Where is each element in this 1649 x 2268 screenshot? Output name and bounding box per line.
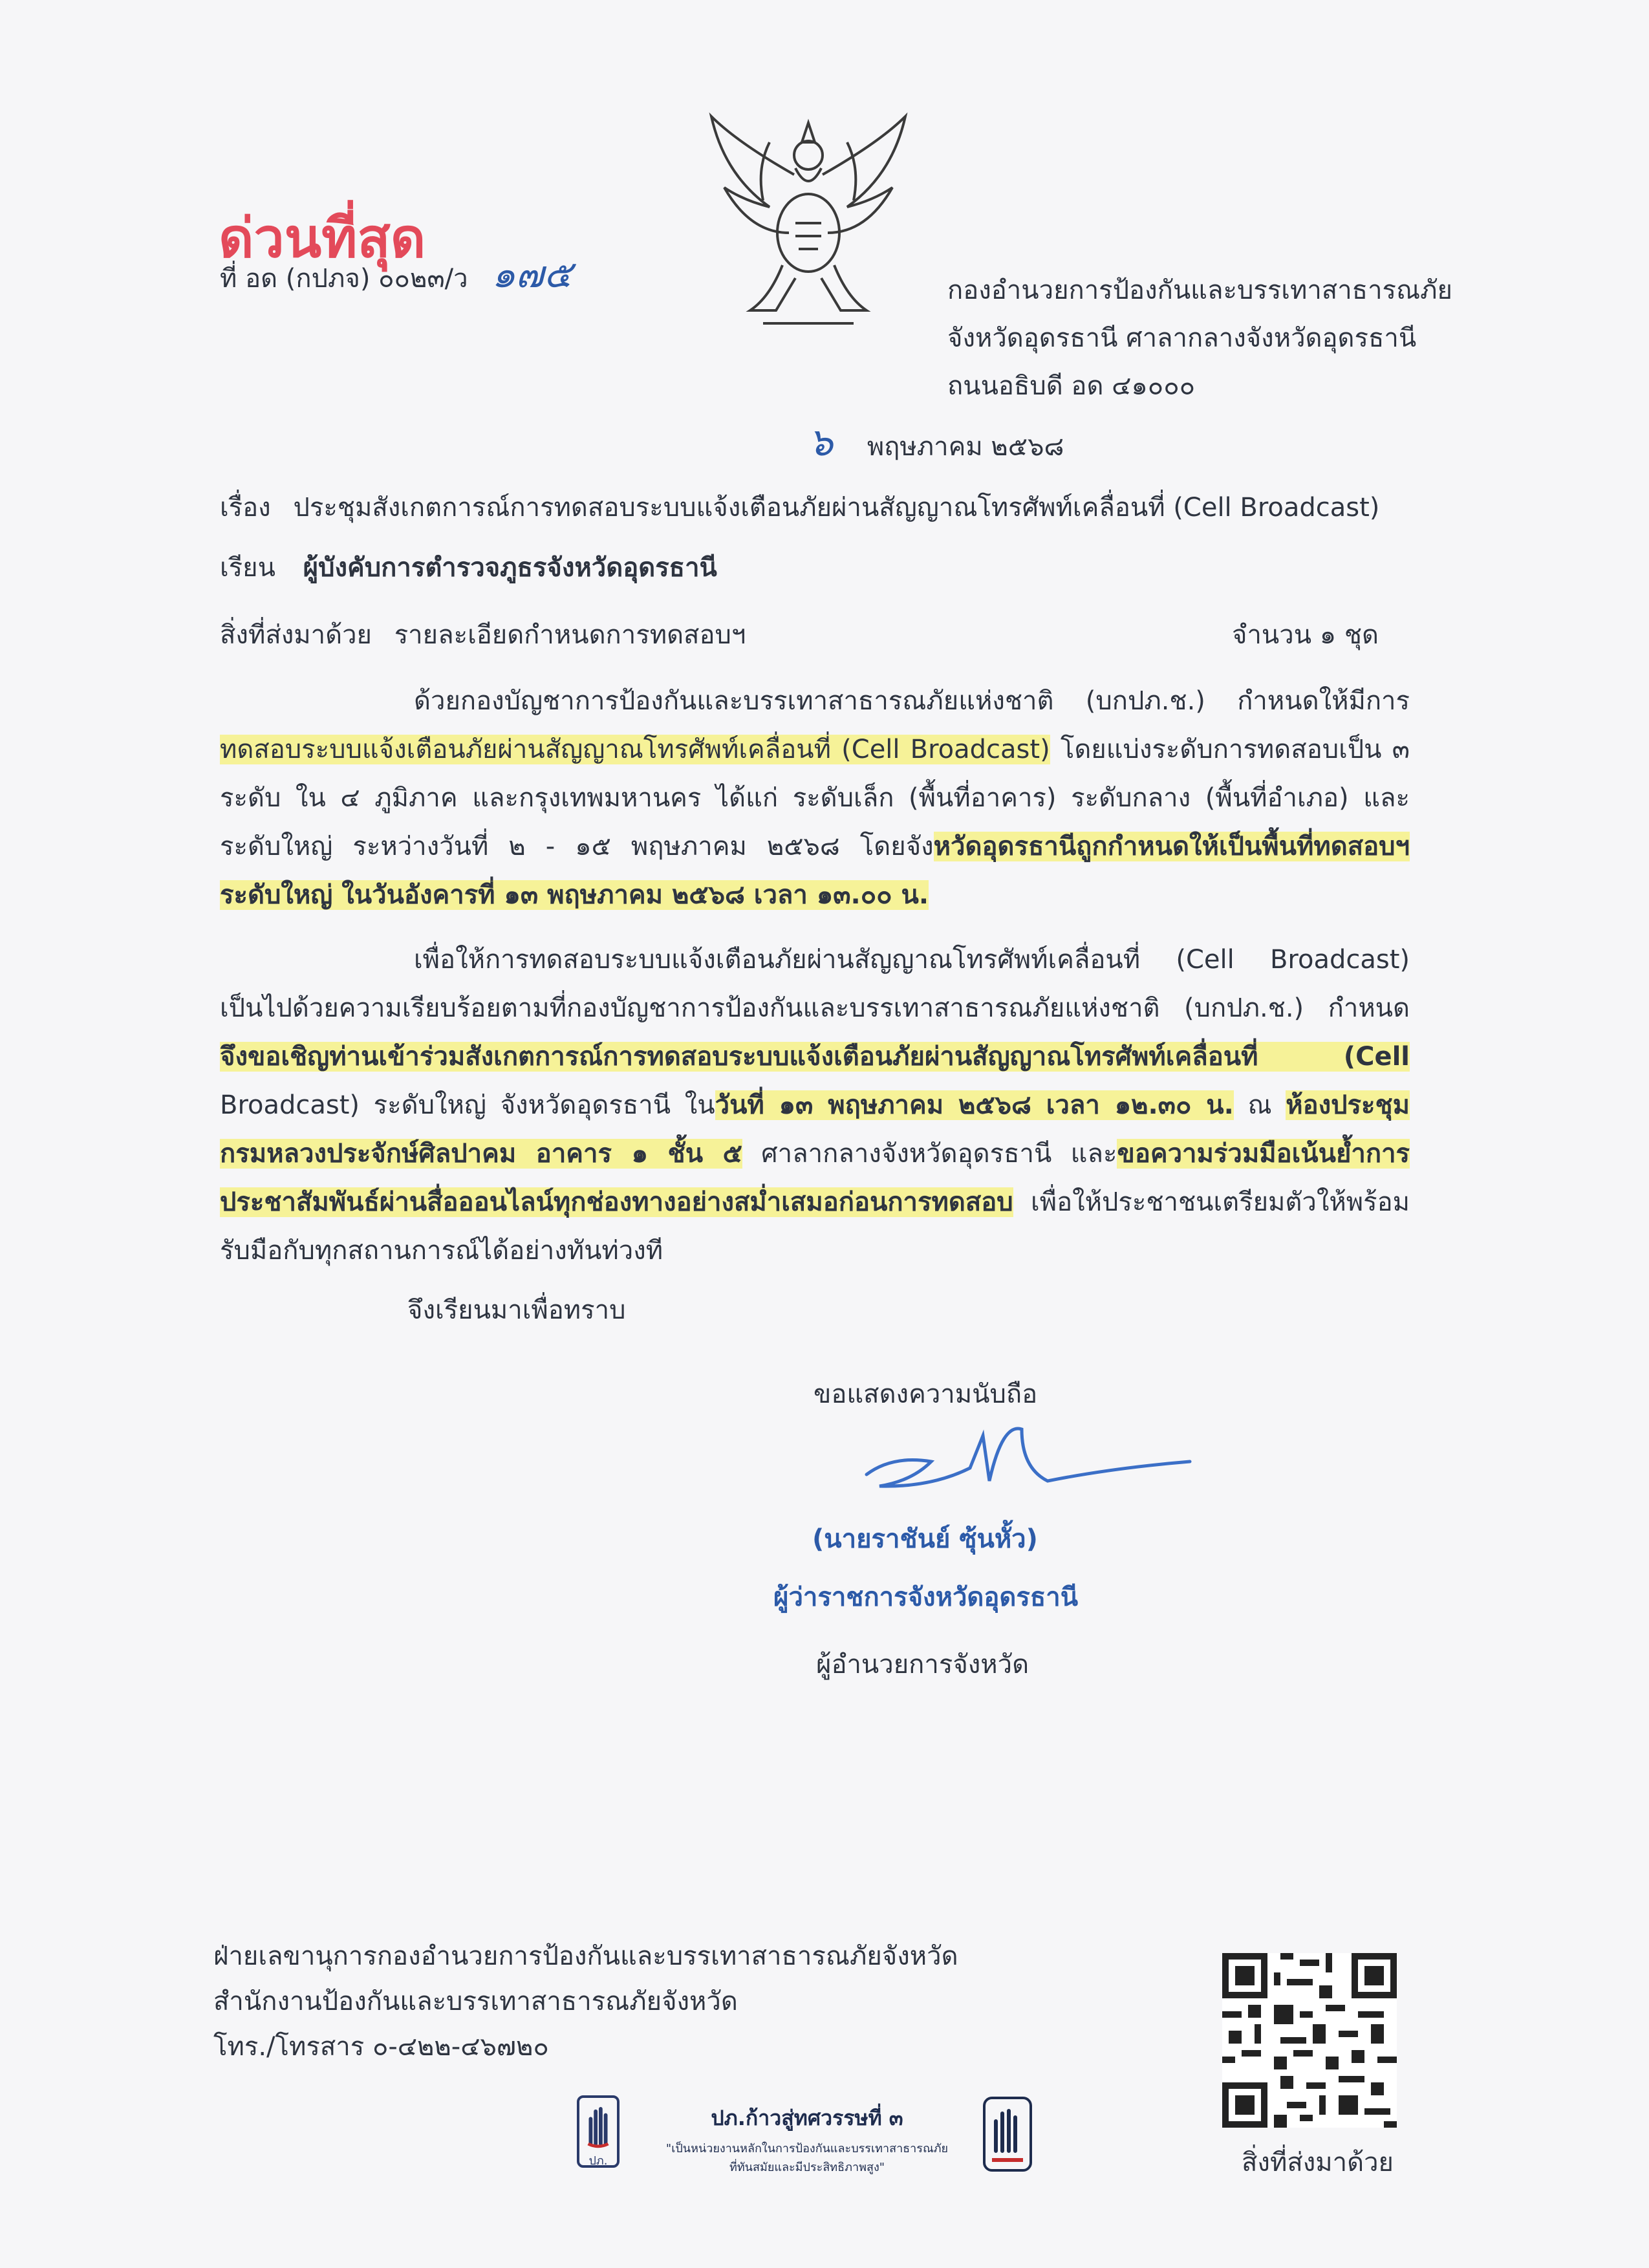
closing-text: จึงเรียนมาเพื่อทราบ (407, 1295, 626, 1325)
highlighted-text: ระดับใหญ่ ในวันอังคารที่ ๑๓ พฤษภาคม ๒๕๖๘ เวลา ๑๓.๐๐ น. (220, 880, 929, 910)
recipient-text: ผู้บังคับการตำรวจภูธรจังหวัดอุดรธานี (303, 553, 717, 583)
paragraph-line (220, 878, 1410, 912)
highlighted-text: วันที่ ๑๓ พฤษภาคม ๒๕๖๘ เวลา ๑๒.๓๐ น. (715, 1090, 1234, 1120)
enclosure-line (220, 617, 746, 653)
highlighted-text: หวัดอุดรธานีถูกกำหนดให้เป็นพื้นที่ทดสอบฯ (933, 832, 1410, 861)
reference-number (220, 252, 572, 297)
subject-line (220, 490, 1379, 526)
recipient-line (220, 550, 717, 586)
paragraph-line (220, 830, 1410, 863)
slogan-title: ปภ.ก้าวสู่ทศวรรษที่ ๓ (711, 2106, 903, 2130)
reference-prefix: ที่ อด (กปภจ) ๐๐๒๓/ว (220, 264, 468, 294)
footer-unit-1: ฝ่ายเลขานุการกองอำนวยการป้องกันและบรรเทาสาธารณภัยจังหวัด (213, 1941, 958, 1971)
handwritten-signature (854, 1410, 1203, 1500)
paragraph-line: รับมือกับทุกสถานการณ์ได้อย่างทันท่วงที (220, 1236, 663, 1266)
slogan-line: "เป็นหน่วยงานหลักในการป้องกันและบรรเทาสาธารณภัย (665, 2142, 949, 2155)
paragraph-line (220, 1185, 1410, 1219)
footer-unit-2: สำนักงานป้องกันและบรรเทาสาธารณภัยจังหวัด (213, 1987, 738, 2016)
footer-phone: โทร./โทรสาร ๐-๔๒๒-๔๖๗๒๐ (213, 2032, 549, 2062)
paragraph-text: ระดับใหญ่ ระหว่างวันที่ ๒ - ๑๕ พฤษภาคม ๒๕๖๘ โดยจัง (220, 832, 934, 861)
paragraph-text: โดยแบ่งระดับการทดสอบเป็น ๓ (1050, 735, 1410, 764)
paragraph-line: ระดับ ใน ๔ ภูมิภาค และกรุงเทพมหานคร ได้แก่ ระดับเล็ก (พื้นที่อาคาร) ระดับกลาง (พื้นที่อำเภอ) และ (220, 783, 1410, 813)
highlighted-text: จึงขอเชิญท่านเข้าร่วมสังเกตการณ์การทดสอบระบบแจ้งเตือนภัยผ่านสัญญาณโทรศัพท์เคลื่อนที่ (Cell (220, 1042, 1410, 1072)
paragraph-line (220, 1088, 1410, 1122)
paragraph-text: Broadcast) ระดับใหญ่ จังหวัดอุดรธานี ใน (220, 1090, 715, 1120)
highlighted-text: ขอความร่วมมือเน้นย้ำการ (1117, 1139, 1410, 1169)
sender-address-line: ถนนอธิบดี อด ๔๑๐๐๐ (947, 371, 1196, 401)
ddpm-logo-right-icon (978, 2095, 1037, 2173)
highlighted-text: ห้องประชุม (1286, 1090, 1410, 1120)
enclosure-text: รายละเอียดกำหนดการทดสอบฯ (394, 620, 746, 650)
ddpm-logo-left (577, 2095, 620, 2168)
date-month-year: พฤษภาคม ๒๕๖๘ (867, 432, 1064, 462)
paragraph-line: เพื่อให้การทดสอบระบบแจ้งเตือนภัยผ่านสัญญาณโทรศัพท์เคลื่อนที่ (Cell Broadcast) (414, 945, 1410, 975)
highlighted-text: ประชาสัมพันธ์ผ่านสื่อออนไลน์ทุกช่องทางอย่างสม่ำเสมอก่อนการทดสอบ (220, 1187, 1013, 1217)
qr-code (1222, 1953, 1397, 2128)
date-day-handwritten: ๖ (808, 420, 834, 465)
enclosure-label: สิ่งที่ส่งมาด้วย (220, 620, 372, 650)
paragraph-text: ณ (1233, 1090, 1286, 1120)
signatory-role: ผู้อำนวยการจังหวัด (816, 1650, 1029, 1679)
paragraph-line (220, 1137, 1410, 1171)
paragraph-line: เป็นไปด้วยความเรียบร้อยตามที่กองบัญชาการป้องกันและบรรเทาสาธารณภัยแห่งชาติ (บกปภ.ช.) กำหนด (220, 993, 1410, 1023)
paragraph-line: ด้วยกองบัญชาการป้องกันและบรรเทาสาธารณภัยแห่งชาติ (บกปภ.ช.) กำหนดให้มีการ (414, 686, 1410, 716)
reference-handwritten-number: ๑๗๕ (491, 252, 572, 296)
subject-text: ประชุมสังเกตการณ์การทดสอบระบบแจ้งเตือนภัยผ่านสัญญาณโทรศัพท์เคลื่อนที่ (Cell Broadcast) (293, 493, 1380, 523)
footer-contact (213, 1934, 958, 2069)
paragraph-text: เพื่อให้ประชาชนเตรียมตัวให้พร้อม (1013, 1187, 1410, 1217)
logo-left-label: ปภ. (588, 2154, 608, 2168)
recipient-label: เรียน (220, 553, 275, 583)
qr-caption: สิ่งที่ส่งมาด้วย (1242, 2148, 1394, 2177)
highlighted-text: กรมหลวงประจักษ์ศิลปาคม อาคาร ๑ ชั้น ๕ (220, 1139, 742, 1169)
signatory-position: ผู้ว่าราชการจังหวัดอุดรธานี (773, 1582, 1079, 1612)
paragraph-line (220, 1040, 1410, 1074)
hand-icon (579, 2099, 617, 2151)
slogan-line: ที่ทันสมัยและมีประสิทธิภาพสูง" (729, 2161, 885, 2174)
urgency-stamp: ด่วนที่สุด (219, 206, 426, 270)
sender-address-line: กองอำนวยการป้องกันและบรรเทาสาธารณภัย (947, 275, 1452, 305)
slogan-block (626, 2102, 988, 2176)
enclosure-count: จำนวน ๑ ชุด (1232, 620, 1379, 650)
garuda-emblem (698, 103, 918, 336)
letter-date (808, 420, 1064, 465)
paragraph-line (220, 733, 1410, 766)
subject-label: เรื่อง (220, 493, 271, 523)
closing-salutation: ขอแสดงความนับถือ (814, 1379, 1038, 1409)
sender-address-line: จังหวัดอุดรธานี ศาลากลางจังหวัดอุดรธานี (947, 323, 1417, 353)
sender-address (947, 266, 1452, 410)
highlighted-text: ทดสอบระบบแจ้งเตือนภัยผ่านสัญญาณโทรศัพท์เคลื่อนที่ (Cell Broadcast) (220, 735, 1050, 764)
paragraph-text: ศาลากลางจังหวัดอุดรธานี และ (742, 1139, 1117, 1169)
signatory-name: (นายราชันย์ ซุ้นหั้ว) (812, 1524, 1038, 1554)
